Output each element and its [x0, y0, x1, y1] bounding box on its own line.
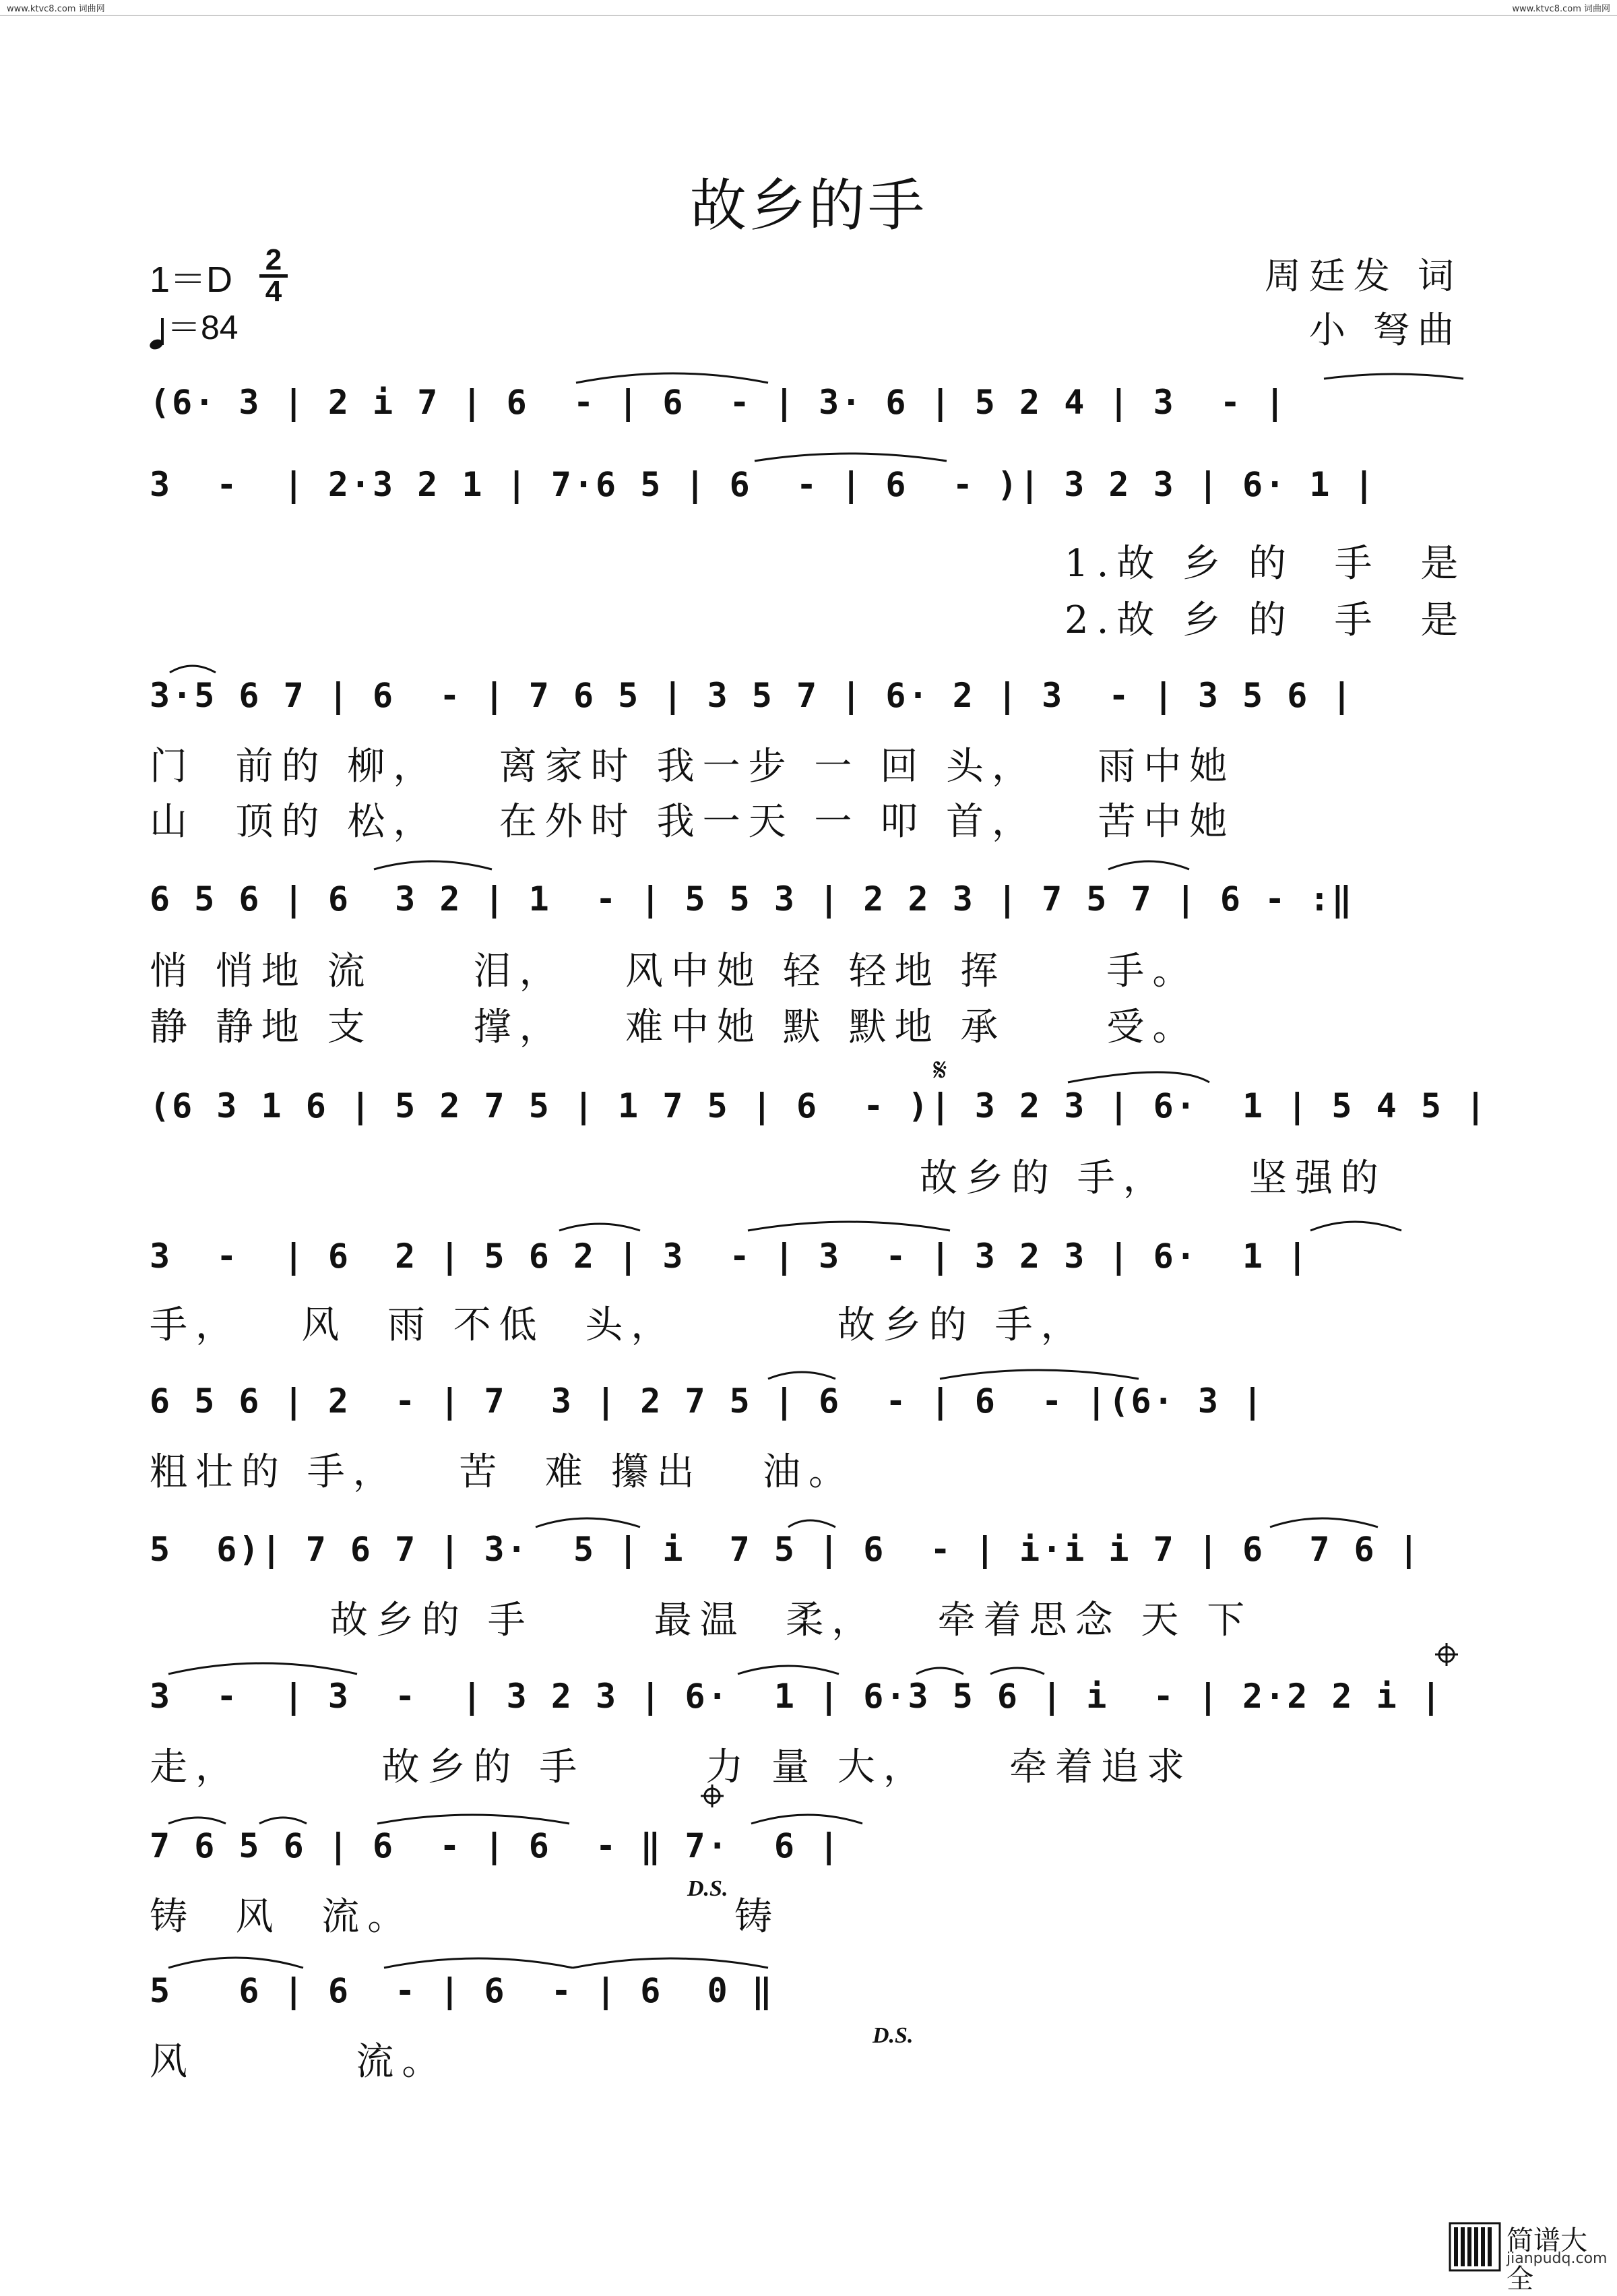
lyricist: 周廷发 词: [1264, 255, 1462, 297]
ds-mark-1: D.S.: [687, 1876, 728, 1901]
tempo-value: ＝84: [167, 309, 239, 346]
score-row-7: 6 5 6 | 2 - | 7 3 | 2 7 5 | 6 - | 6 - |(6· 3 |: [150, 1382, 1265, 1421]
time-signature: [259, 243, 288, 308]
lyric-line-4: 静 静地 支 撑， 难中她 默 默地 承 受。: [150, 1005, 1199, 1049]
piano-icon: [1449, 2222, 1501, 2272]
composer: 小 弩曲: [1308, 309, 1462, 351]
lyric-line-2: 山 顶的 松， 在外时 我一天 一 叩 首， 苦中她: [150, 800, 1236, 844]
lyric-line-5: 故乡的 手， 坚强的: [920, 1156, 1387, 1200]
brand-logo: [1449, 2215, 1608, 2295]
score-row-2: 3 - | 2·3 2 1 | 7·6 5 | 6 - | 6 - )| 3 2 3 | 6· 1 |: [150, 465, 1376, 504]
header-left-watermark: www.ktvc8.com 词曲网: [7, 4, 105, 14]
score-row-1: (6· 3 | 2 i 7 | 6 - | 6 - | 3· 6 | 5 2 4 | 3 - |: [150, 383, 1288, 422]
score-row-6: 3 - | 6 2 | 5 6 2 | 3 - | 3 - | 3 2 3 | 6· 1 |: [150, 1237, 1310, 1276]
header-right-watermark: www.ktvc8.com 词曲网: [1512, 4, 1610, 14]
score-row-9: 3 - | 3 - | 3 2 3 | 6· 1 | 6·3 5 6 | i - | 2·2 2 i |: [150, 1677, 1443, 1716]
score-row-5: (6 3 1 6 | 5 2 7 5 | 1 7 5 | 6 - )| 3 2 3 | 6· 1 | 5 4 5 |: [150, 1086, 1488, 1125]
lyric-verse1-intro: 1.故 乡 的 手 是: [1065, 542, 1467, 586]
score-row-8: 5 6)| 7 6 7 | 3· 5 | i 7 5 | 6 - | i·i i 7 | 6 7 6 |: [150, 1530, 1421, 1569]
score-row-11: 5 6 | 6 - | 6 - | 6 0 ‖: [150, 1971, 774, 2010]
score-row-4: 6 5 6 | 6 3 2 | 1 - | 5 5 3 | 2 2 3 | 7 5 7 | 6 - :‖: [150, 879, 1354, 919]
brand-url: jianpudq.com: [1507, 2250, 1608, 2267]
score-row-10: 7 6 5 6 | 6 - | 6 - ‖ 7· 6 |: [150, 1826, 842, 1865]
coda-icon: [1435, 1643, 1458, 1666]
tempo-marking: [150, 301, 239, 349]
song-title: 故乡的手: [689, 173, 927, 239]
quarter-note-icon: [150, 322, 167, 349]
lyric-line-6: 手， 风 雨 不低 头， 故乡的 手，: [150, 1303, 1087, 1347]
ds-mark-2: D.S.: [873, 2023, 914, 2048]
lyric-line-1: 门 前的 柳， 离家时 我一步 一 回 头， 雨中她: [150, 745, 1236, 788]
lyric-line-7: 粗壮的 手， 苦 难 攥出 油。: [150, 1450, 855, 1494]
lyric-line-10: 铸 风 流。: [150, 1895, 414, 1939]
meter-bottom: 4: [265, 275, 282, 308]
key-signature: 1＝D: [150, 259, 233, 300]
coda-icon-2: [701, 1785, 724, 1807]
lyric-line-3: 悄 悄地 流 泪， 风中她 轻 轻地 挥 手。: [150, 950, 1199, 993]
brand-name: 简谱大全: [1507, 2225, 1587, 2295]
lyric-line-11: 风 流。: [150, 2040, 448, 2084]
credits: [1265, 249, 1462, 357]
meter-top: 2: [265, 243, 282, 276]
lyric-verse2-intro: 2.故 乡 的 手 是: [1065, 598, 1467, 642]
lyric-line-8: 故乡的 手 最温 柔， 牵着思念 天 下: [330, 1599, 1253, 1642]
lyric-line-10b: 铸: [734, 1895, 780, 1939]
score-row-3: 3·5 6 7 | 6 - | 7 6 5 | 3 5 7 | 6· 2 | 3 - | 3 5 6 |: [150, 676, 1354, 715]
lyric-line-9: 走， 故乡的 手 力 量 大， 牵着追求: [150, 1745, 1193, 1789]
segno-icon: 𝄋: [933, 1051, 947, 1089]
